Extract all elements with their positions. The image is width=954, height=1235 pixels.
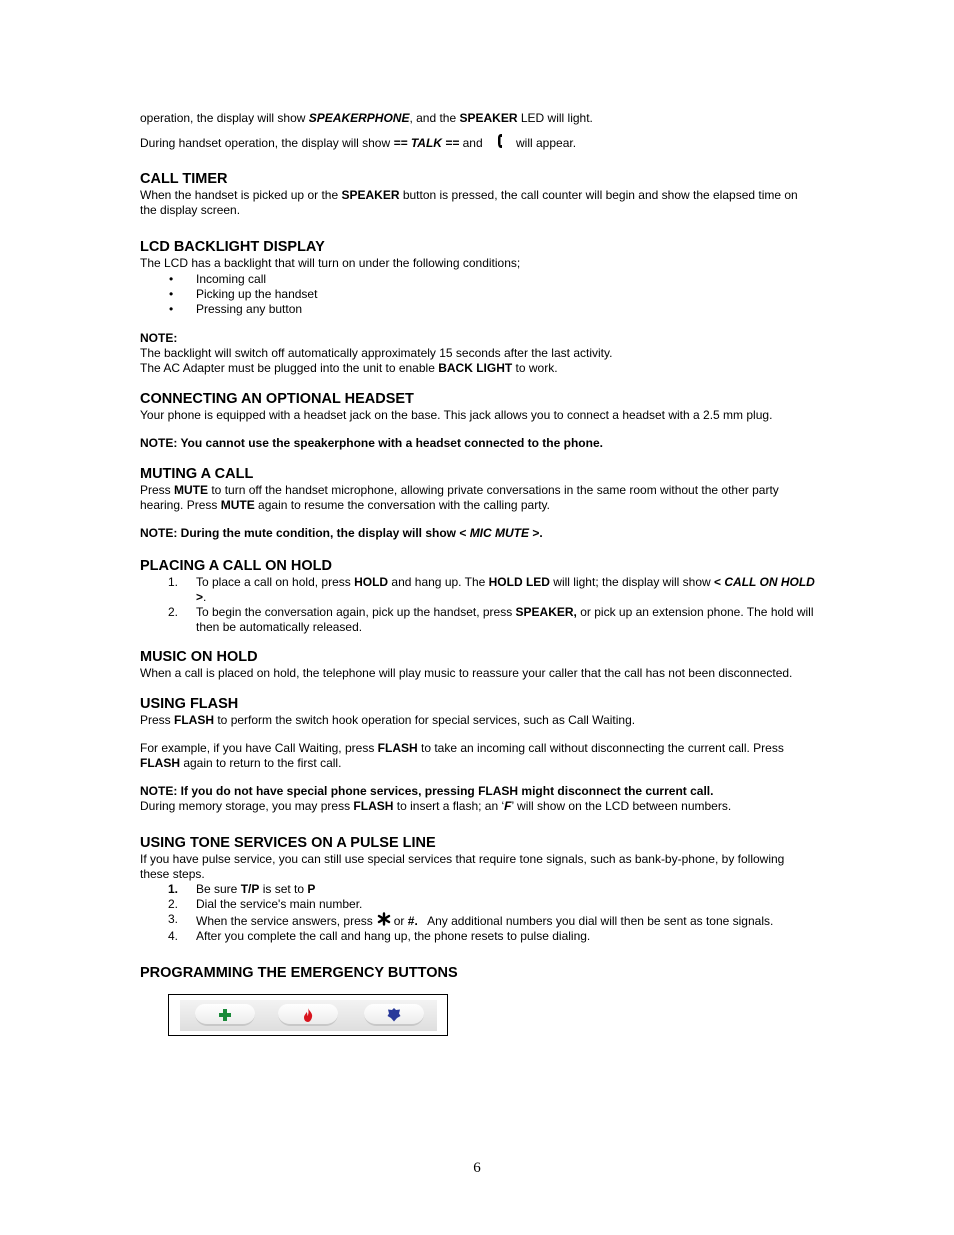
emergency-buttons-figure xyxy=(168,994,448,1036)
section-body: When a call is placed on hold, the telephone will play music to reassure your caller that the call has not been disconnected. xyxy=(140,666,793,680)
section-body: Your phone is equipped with a headset jack on the base. This jack allows you to connect a headset with a 2.5 mm plug. xyxy=(140,408,773,422)
section-tone-services xyxy=(140,835,816,944)
section-title: LCD BACKLIGHT DISPLAY xyxy=(140,239,325,255)
section-music-on-hold xyxy=(140,649,816,681)
list-item: • Pressing any button xyxy=(140,302,816,317)
list-item: 4. After you complete the call and hang up, the phone resets to pulse dialing. xyxy=(168,929,591,943)
section-title: PROGRAMMING THE EMERGENCY BUTTONS xyxy=(140,965,458,981)
list-item: 2. To begin the conversation again, pick up the handset, press SPEAKER, or pick up an extension phone. The hold will then be automatically released. xyxy=(168,605,814,634)
section-title: PLACING A CALL ON HOLD xyxy=(140,558,332,574)
list-item: • Picking up the handset xyxy=(140,287,816,302)
section-body: The LCD has a backlight that will turn on under the following conditions; xyxy=(140,256,521,270)
condition-list xyxy=(140,272,816,317)
section-hold xyxy=(140,558,816,635)
note-label: NOTE: xyxy=(140,331,178,345)
section-title: CONNECTING AN OPTIONAL HEADSET xyxy=(140,391,414,407)
section-body: Press FLASH to perform the switch hook operation for special services, such as Call Waiting. xyxy=(140,713,636,727)
page-number: 6 xyxy=(473,1160,481,1176)
section-lcd-backlight xyxy=(140,239,816,376)
note-line: The backlight will switch off automatically approximately 15 seconds after the last activity. xyxy=(140,346,613,360)
section-flash xyxy=(140,696,816,814)
list-item: 3. When the service answers, press or #. Any additional numbers you dial will then be sent as tone signals. xyxy=(168,912,774,928)
section-title: MUTING A CALL xyxy=(140,466,254,482)
list-item: 2. Dial the service's main number. xyxy=(168,897,363,911)
tone-steps xyxy=(140,882,816,944)
hold-steps xyxy=(140,575,816,635)
fire-emergency-button xyxy=(278,1004,338,1026)
medical-emergency-button xyxy=(195,1004,255,1026)
star-key-icon xyxy=(377,912,391,926)
section-body: If you have pulse service, you can still use special services that require tone signals, such as bank-by-phone, by following these steps. xyxy=(140,852,785,881)
section-call-timer xyxy=(140,171,816,218)
section-body: During memory storage, you may press FLASH to insert a flash; an ‘F’ will show on the LCD between numbers. xyxy=(140,799,732,813)
section-title: USING FLASH xyxy=(140,696,239,712)
intro-handset-line: During handset operation, the display will show == TALK == and will appear. xyxy=(140,133,816,151)
section-title: USING TONE SERVICES ON A PULSE LINE xyxy=(140,835,436,851)
section-body: For example, if you have Call Waiting, press FLASH to take an incoming call without disconnecting the current call. Press FLASH again to return to the first call. xyxy=(140,741,784,770)
list-item: 1. Be sure T/P is set to P xyxy=(168,882,316,896)
note: NOTE: If you do not have special phone services, pressing FLASH might disconnect the current call. xyxy=(140,784,714,798)
section-body: When the handset is picked up or the SPEAKER button is pressed, the call counter will begin and show the elapsed time on the display screen. xyxy=(140,188,798,217)
note: NOTE: You cannot use the speakerphone with a headset connected to the phone. xyxy=(140,436,603,450)
medical-cross-icon xyxy=(217,1007,233,1023)
emergency-button-strip xyxy=(180,1000,437,1031)
section-title: MUSIC ON HOLD xyxy=(140,649,258,665)
fire-flame-icon xyxy=(300,1007,316,1023)
section-body: Press MUTE to turn off the handset microphone, allowing private conversations in the same room without the other party hearing. Press MUTE again to resume the conversation with the calling party. xyxy=(140,483,779,512)
section-headset xyxy=(140,391,816,451)
police-badge-icon xyxy=(386,1007,402,1023)
manual-page xyxy=(140,111,816,1036)
list-item: 1. To place a call on hold, press HOLD and hang up. The HOLD LED will light; the display will show < CALL ON HOLD >. xyxy=(168,575,815,604)
section-muting xyxy=(140,466,816,541)
list-item: • Incoming call xyxy=(140,272,816,287)
note-line: The AC Adapter must be plugged into the unit to enable BACK LIGHT to work. xyxy=(140,361,558,375)
handset-icon xyxy=(492,133,508,149)
intro-speakerphone-line: operation, the display will show SPEAKERPHONE, and the SPEAKER LED will light. xyxy=(140,111,593,125)
section-title: CALL TIMER xyxy=(140,171,228,187)
section-emergency-buttons xyxy=(140,965,816,1036)
note: NOTE: During the mute condition, the display will show < MIC MUTE >. xyxy=(140,526,543,540)
police-emergency-button xyxy=(364,1004,424,1026)
